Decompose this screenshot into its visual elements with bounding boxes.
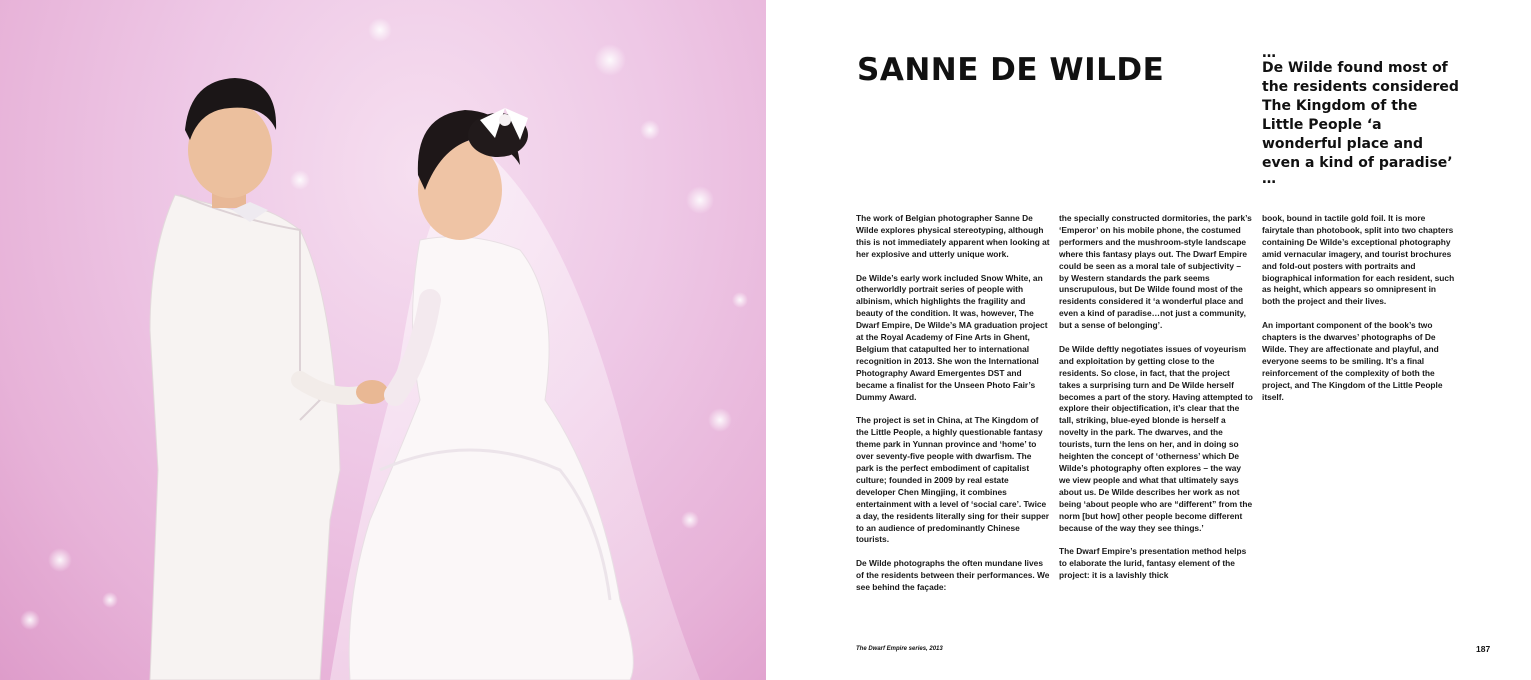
- paragraph: De Wilde photographs the often mundane lives of the residents between their performances. We see behind the façade:: [856, 558, 1050, 593]
- text-column-3: [1262, 213, 1456, 415]
- paragraph: An important component of the book’s two chapters is the dwarves’ photographs of De Wilde. They are affectionate and playful, and everyone seems to be smiling. It’s a final reinforcement of the complexity of both the project, and The Kingdom of the Little People itself.: [1262, 320, 1443, 402]
- text-column-2: [1059, 213, 1253, 594]
- photo-caption: The Dwarf Empire series, 2013: [856, 646, 943, 652]
- paragraph: De Wilde’s early work included Snow White, an otherworldly portrait series of people with albinism, which highlights the fragility and beauty of the condition. It was, however, The Dwarf Empire, De Wilde’s MA graduation project at the Royal Academy of Fine Arts in Ghent, Belgium that catapulted her to international recognition in 2013. She won the International Photography Award Emergentes DST and became a finalist for the Unseen Photo Fair’s Dummy Award.: [856, 272, 1048, 402]
- paragraph: book, bound in tactile gold foil. It is more fairytale than photobook, split into two chapters containing De Wilde’s exceptional photography amid vernacular imagery, and tourist brochures and fold-out posters with portraits and biographical information for each resident, such as height, which appears so omnipresent in both the project and their lives.: [1262, 213, 1455, 307]
- paragraph: The Dwarf Empire’s presentation method helps to elaborate the lurid, fantasy element of the project: it is a lavishly thick: [1059, 546, 1247, 581]
- pull-quote-lead-ellipsis: …: [1262, 45, 1277, 61]
- paragraph: De Wilde deftly negotiates issues of voyeurism and exploitation by getting close to the residents. So close, in fact, that the project takes a surprising turn and De Wilde herself becomes a part of the story. Having attempted to explore their objectification, it’s clear that the tall, striking, blue-eyed blonde is herself a novelty in the park. The dwarves, and the tourists, turn the lens on her, and in doing so heighten the concept of ‘otherness’ which De Wilde’s photography often explores – the way we view people and what that ultimately says about us. De Wilde describes her work as not being ‘about people who are “different” from the norm [but how] other people become different because of the way they see things.’: [1059, 343, 1253, 533]
- pull-quote-trail-ellipsis: …: [1262, 171, 1277, 187]
- pull-quote: [1262, 47, 1462, 185]
- text-column-1: [856, 213, 1050, 606]
- page-number: 187: [1476, 644, 1491, 654]
- paragraph: the specially constructed dormitories, the park’s ‘Emperor’ on his mobile phone, the costumed performers and the mushroom-style landscape where this fantasy plays out. The Dwarf Empire could be seen as a moral tale of subjectivity – by Western standards the park seems unscrupulous, but De Wilde found most of the residents considered it ‘a wonderful place and even a kind of paradise…not just a community, but a sense of belonging’.: [1059, 213, 1252, 331]
- paragraph: The project is set in China, at The Kingdom of the Little People, a highly questionable fantasy theme park in Yunnan province and ‘home’ to over seventy-five people with dwarfism. The park is the perfect embodiment of capitalist culture; founded in 2009 by real estate developer Chen Mingjing, it combines entertainment with a level of ‘social care’. Twice a day, the residents literally sing for their supper to an audience of predominantly Chinese tourists.: [856, 415, 1049, 545]
- article-title: SANNE DE WILDE: [857, 52, 1165, 88]
- pull-quote-text: De Wilde found most of the residents considered The Kingdom of the Little People ‘a wonderful place and even a kind of paradise’: [1262, 60, 1459, 171]
- paragraph: The work of Belgian photographer Sanne De Wilde explores physical stereotyping, although this is not immediately apparent when looking at her explosive and utterly unique work.: [856, 213, 1050, 259]
